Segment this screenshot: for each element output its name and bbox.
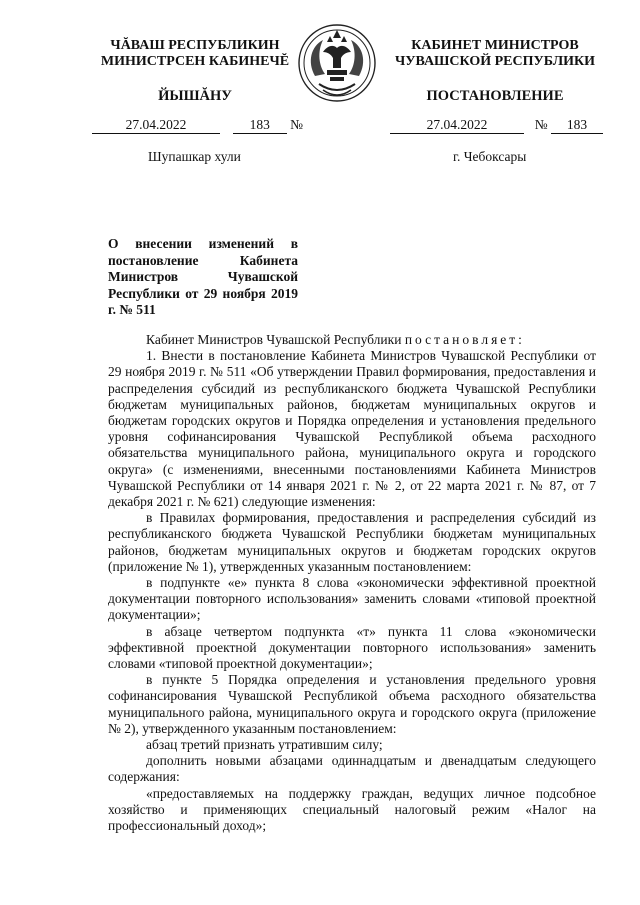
city-right: г. Чебоксары bbox=[453, 149, 527, 164]
dateline-right bbox=[390, 117, 603, 135]
paragraph-7: абзац третий признать утратившим силу; bbox=[146, 737, 383, 753]
paragraph-8: дополнить новыми абзацами одиннадцатым и двенадцатым следующего содержания: bbox=[108, 753, 596, 785]
paragraph-4: в подпункте «е» пункта 8 слова «экономически эффективной проектной документации повторного использования» заменить словами «типовой проектной документации»; bbox=[108, 575, 596, 623]
doctype-left: ЙЫШĂНУ bbox=[158, 88, 232, 104]
paragraph-1-spaced: постановляет: bbox=[404, 332, 525, 347]
city-left: Шупашкар хули bbox=[148, 149, 241, 164]
header-right bbox=[375, 38, 615, 70]
header-left-line1: ЧĂВАШ РЕСПУБЛИКИН bbox=[110, 38, 280, 53]
header-left-line2: МИНИСТРСЕН КАБИНЕЧĔ bbox=[100, 54, 290, 69]
paragraph-3: в Правилах формирования, предоставления и распределения субсидий из республиканского бюджета Чувашской Республики бюджетам муниципальных районов, бюджетам муниципальных округов и бюджетам городских округов (приложение № 1), утвержденных указанным постановлением: bbox=[108, 510, 596, 574]
document-body bbox=[108, 332, 596, 834]
doctype-right: ПОСТАНОВЛЕНИЕ bbox=[426, 88, 564, 104]
paragraph-2: 1. Внести в постановление Кабинета Министров Чувашской Республики от 29 ноября 2019 г. № 511 «Об утверждении Правил формирования, предоставления и распределения субсидий из республиканского бюджета Чувашской Республики бюджетам муниципальных районов, бюджетам муниципальных округов и бюджетам городских округов и Порядка определения и установления предельного уровня софинансирования Чувашской Республикой объема расходного обязательства муниципального района, муниципального округа и городского округа» (с изменениями, внесенными постановлениями Кабинета Министров Чувашской Республики от 14 января 2021 г. № 2, от 22 марта 2021 г. № 87, от 7 декабря 2021 г. № 621) следующие изменения: bbox=[108, 348, 596, 510]
paragraph-5: в абзаце четвертом подпункта «т» пункта 11 слова «экономически эффективной проектной документации повторного использования» заменить словами «типовой проектной документации»; bbox=[108, 623, 596, 672]
number-left: 183 bbox=[233, 117, 287, 134]
paragraph-1-text: Кабинет Министров Чувашской Республики bbox=[146, 332, 402, 347]
date-left: 27.04.2022 bbox=[92, 117, 220, 134]
date-right: 27.04.2022 bbox=[390, 117, 524, 134]
paragraph-6: в пункте 5 Порядка определения и установления предельного уровня софинансирования Чувашской Республикой объема расходного обязательства муниципального района, муниципального округа и городского округа (приложение № 2), утвержденного указанным постановлением: bbox=[108, 672, 596, 736]
header-right-line1: КАБИНЕТ МИНИСТРОВ bbox=[411, 38, 579, 53]
dateline-left bbox=[92, 117, 303, 135]
paragraph-1 bbox=[108, 332, 596, 348]
header-left bbox=[95, 38, 295, 70]
document-title: О внесении изменений в постановление Кабинета Министров Чувашской Республики от 29 ноября 2019 г. № 511 bbox=[108, 236, 298, 317]
number-sign-left: № bbox=[290, 117, 304, 132]
emblem-icon bbox=[297, 22, 377, 104]
number-sign-right: № bbox=[534, 117, 548, 132]
number-right: 183 bbox=[551, 117, 603, 134]
header-right-line2: ЧУВАШСКОЙ РЕСПУБЛИКИ bbox=[394, 54, 596, 69]
paragraph-9: «предоставляемых на поддержку граждан, ведущих личное подсобное хозяйство и применяющих специальный налоговый режим «Налог на профессиональный доход»; bbox=[108, 785, 596, 834]
